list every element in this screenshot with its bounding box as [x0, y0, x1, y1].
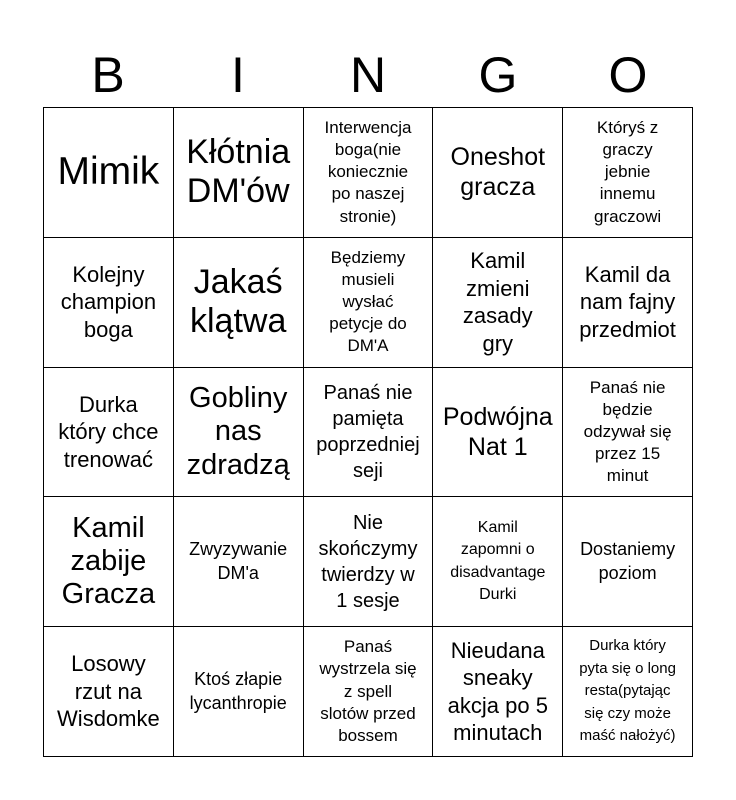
bingo-cell-r3c4[interactable]	[433, 368, 563, 498]
cell-text: Gobliny nas zdradzą	[186, 381, 290, 481]
cell-text: Ktoś złapie lycanthropie	[189, 669, 287, 713]
cell-text: Durka który chce trenować	[58, 391, 159, 472]
cell-text: Losowy rzut na Wisdomke	[57, 651, 160, 732]
header-letter-b: B	[91, 47, 125, 103]
cell-text: Nie skończymy twierdzy w 1 sesje	[318, 511, 418, 612]
cell-text: Zwyzywanie DM'a	[189, 539, 288, 583]
cell-text: Nieudana sneaky akcja po 5 minutach	[447, 637, 548, 746]
cell-text: Dostaniemy poziom	[580, 539, 676, 583]
cell-text: Będziemy musieli wysłać petycje do DM'A	[329, 247, 407, 356]
header-letter-n: N	[349, 47, 387, 103]
bingo-cell-r2c2[interactable]	[174, 238, 304, 368]
bingo-grid	[43, 107, 693, 757]
cell-text: Panaś nie pamięta poprzedniej seji	[316, 381, 420, 482]
bingo-cell-r1c2[interactable]	[174, 108, 304, 238]
cell-text: Mimik	[57, 149, 160, 193]
bingo-cell-r2c5[interactable]	[563, 238, 693, 368]
cell-text: Kolejny champion boga	[60, 261, 157, 342]
cell-text: Kłótnia DM'ów	[186, 133, 291, 211]
cell-text: Panaś wystrzela się z spell slotów przed bossem	[319, 637, 417, 745]
bingo-cell-r4c4[interactable]	[433, 497, 563, 627]
bingo-header	[43, 40, 693, 110]
bingo-cell-r5c4[interactable]	[433, 627, 563, 757]
cell-text: Kamil zapomni o disadvantage Durki	[450, 519, 546, 604]
bingo-cell-r1c3[interactable]	[304, 108, 434, 238]
bingo-cell-r3c3[interactable]	[304, 368, 434, 498]
cell-text: Kamil zmieni zasady gry	[462, 248, 533, 356]
header-letter-o: O	[608, 47, 648, 103]
header-letter-g: G	[478, 47, 518, 103]
cell-text: Interwencja boga(nie koniecznie po naszej stronie)	[324, 118, 412, 226]
header-letter-i: I	[231, 47, 245, 103]
bingo-cell-r1c1[interactable]	[44, 108, 174, 238]
bingo-cell-r3c1[interactable]	[44, 368, 174, 498]
cell-text: Któryś z graczy jebnie innemu graczowi	[594, 118, 662, 226]
bingo-cell-r5c5[interactable]	[563, 627, 693, 757]
bingo-cell-r4c5[interactable]	[563, 497, 693, 627]
cell-text: Kamil zabije Gracza	[61, 511, 156, 611]
bingo-cell-r2c1[interactable]	[44, 238, 174, 368]
cell-text: Podwójna Nat 1	[442, 402, 553, 461]
cell-text: Durka który pyta się o long resta(pytając się czy może maść nałożyć)	[579, 637, 676, 745]
bingo-cell-r4c1[interactable]	[44, 497, 174, 627]
bingo-cell-r5c1[interactable]	[44, 627, 174, 757]
bingo-cell-r3c5[interactable]	[563, 368, 693, 498]
bingo-cell-r5c3[interactable]	[304, 627, 434, 757]
bingo-cell-r4c2[interactable]	[174, 497, 304, 627]
cell-text: Kamil da nam fajny przedmiot	[579, 261, 676, 342]
bingo-cell-r5c2[interactable]	[174, 627, 304, 757]
bingo-cell-r2c4[interactable]	[433, 238, 563, 368]
cell-text: Oneshot gracza	[450, 143, 546, 202]
bingo-cell-r1c5[interactable]	[563, 108, 693, 238]
cell-text: Panaś nie będzie odzywał się przez 15 minut	[583, 377, 672, 486]
bingo-cell-r3c2[interactable]	[174, 368, 304, 498]
bingo-cell-r2c3[interactable]	[304, 238, 434, 368]
bingo-cell-r1c4[interactable]	[433, 108, 563, 238]
bingo-cell-r4c3[interactable]	[304, 497, 434, 627]
cell-text: Jakaś klątwa	[190, 263, 287, 341]
